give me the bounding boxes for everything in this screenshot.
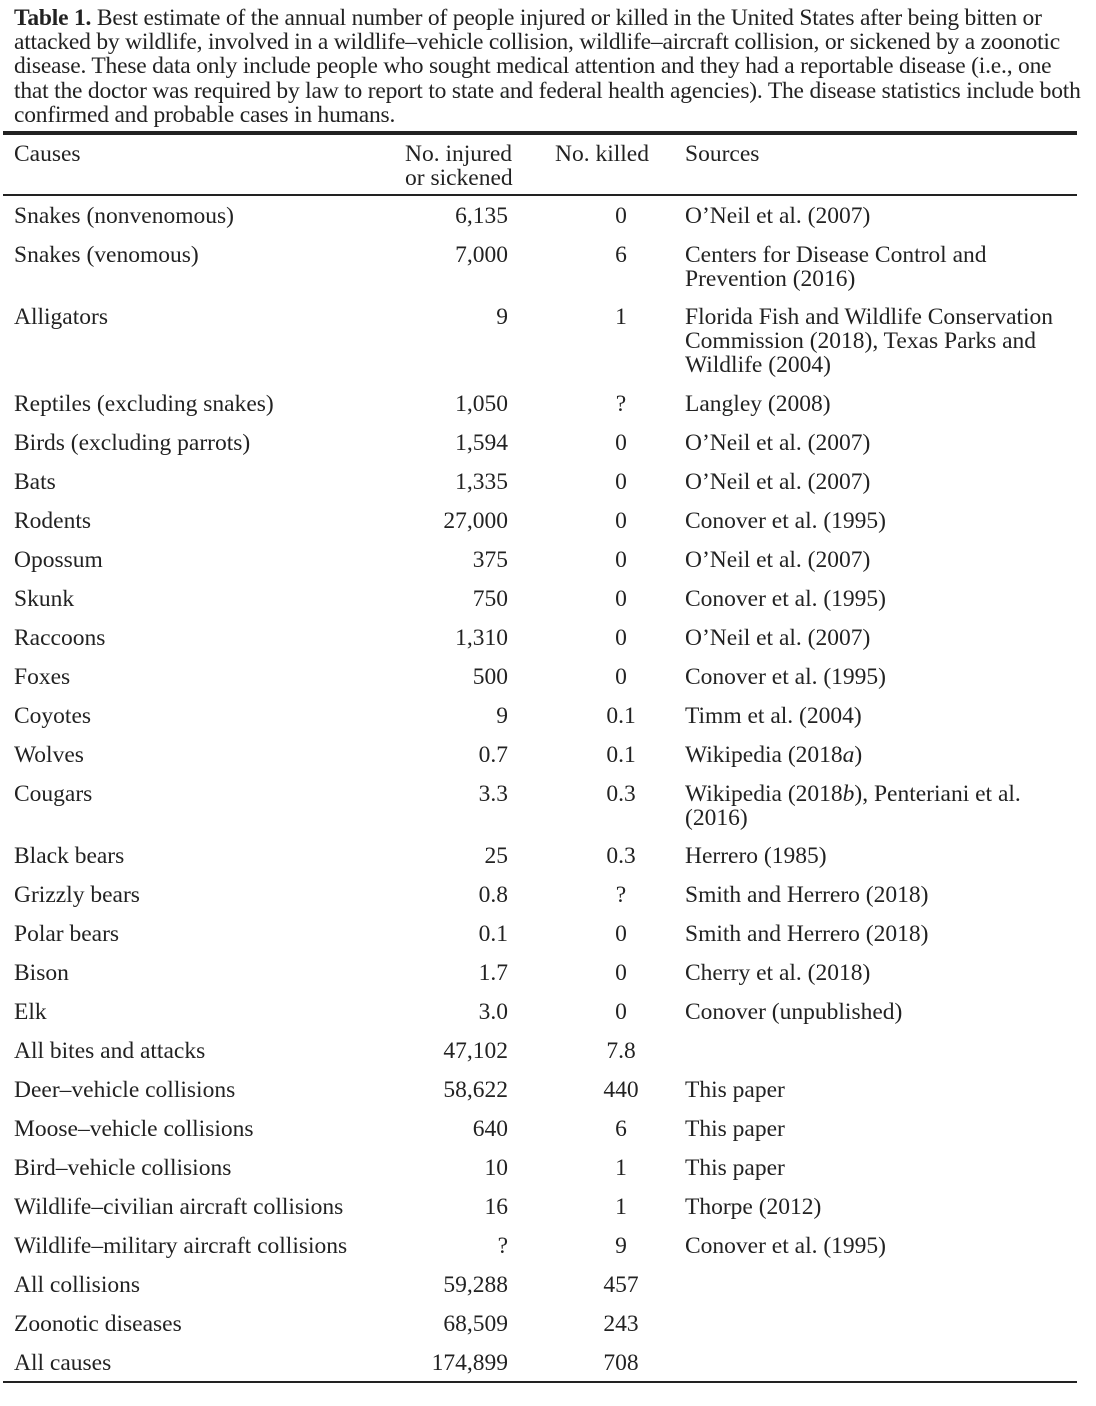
cause-cell: Deer–vehicle collisions <box>14 1077 236 1103</box>
injured-cell: 500 <box>472 664 508 690</box>
source-text: Centers for Disease Control and Prevention (2016) <box>685 242 987 292</box>
header-killed: No. killed <box>555 141 649 167</box>
cause-cell: Opossum <box>14 547 103 573</box>
table-row <box>0 1273 1096 1312</box>
killed-cell: 440 <box>603 1077 639 1103</box>
killed-cell: ? <box>615 882 627 908</box>
cause-cell: Reptiles (excluding snakes) <box>14 391 274 417</box>
source-text: This paper <box>685 1116 785 1142</box>
table-row <box>0 961 1096 1000</box>
injured-cell: 9 <box>496 304 508 330</box>
source-text: Smith and Herrero (2018) <box>685 921 929 947</box>
killed-cell: 1 <box>615 1155 627 1181</box>
table-row <box>0 305 1096 392</box>
injured-cell: 0.1 <box>478 921 508 947</box>
killed-cell: ? <box>615 391 627 417</box>
source-text: Cherry et al. (2018) <box>685 960 871 986</box>
injured-cell: 3.0 <box>478 999 508 1025</box>
killed-cell: 0 <box>615 625 627 651</box>
injured-cell: 0.8 <box>478 882 508 908</box>
table-row <box>0 1234 1096 1273</box>
killed-cell: 243 <box>603 1311 639 1337</box>
killed-cell: 6 <box>615 242 627 268</box>
injured-cell: 1,050 <box>455 391 508 417</box>
source-text: This paper <box>685 1155 785 1181</box>
injured-cell: 3.3 <box>478 781 508 807</box>
killed-cell: 0 <box>615 547 627 573</box>
source-cell <box>685 961 1075 985</box>
source-cell <box>685 1234 1075 1258</box>
header-rule <box>3 194 1077 196</box>
source-text-end: ), Penteriani et al. (2016) <box>685 781 1021 831</box>
cause-cell: Coyotes <box>14 703 92 729</box>
cause-cell: Raccoons <box>14 625 106 651</box>
source-cell <box>685 922 1075 946</box>
killed-cell: 0 <box>615 203 627 229</box>
cause-cell: Snakes (nonvenomous) <box>14 203 234 229</box>
table-row <box>0 626 1096 665</box>
killed-cell: 0 <box>615 586 627 612</box>
source-text: Thorpe (2012) <box>685 1194 822 1220</box>
source-cell <box>685 665 1075 689</box>
source-cell <box>685 243 1075 291</box>
source-cell <box>685 431 1075 455</box>
source-text: O’Neil et al. (2007) <box>685 547 871 573</box>
source-text: Conover et al. (1995) <box>685 586 887 612</box>
killed-cell: 0.3 <box>606 843 636 869</box>
cause-cell: All bites and attacks <box>14 1038 206 1064</box>
source-text: Conover et al. (1995) <box>685 1233 887 1259</box>
source-cell <box>685 704 1075 728</box>
injured-cell: 750 <box>472 586 508 612</box>
cause-cell: Cougars <box>14 781 93 807</box>
source-cell <box>685 587 1075 611</box>
killed-cell: 0 <box>615 664 627 690</box>
header-sources: Sources <box>685 141 760 167</box>
table-row <box>0 1156 1096 1195</box>
table-row <box>0 548 1096 587</box>
source-cell <box>685 470 1075 494</box>
killed-cell: 0 <box>615 960 627 986</box>
injured-cell: 47,102 <box>443 1038 508 1064</box>
cause-cell: Birds (excluding parrots) <box>14 430 251 456</box>
killed-cell: 0 <box>615 508 627 534</box>
source-text: Conover (unpublished) <box>685 999 903 1025</box>
table-row <box>0 1351 1096 1390</box>
table-row <box>0 392 1096 431</box>
cause-cell: All causes <box>14 1350 112 1376</box>
source-text: Smith and Herrero (2018) <box>685 882 929 908</box>
table-caption <box>14 6 1084 127</box>
source-text: Conover et al. (1995) <box>685 664 887 690</box>
source-cell <box>685 1078 1075 1102</box>
top-rule <box>3 131 1077 135</box>
table-body <box>0 204 1096 1390</box>
cause-cell: Wildlife–civilian aircraft collisions <box>14 1194 344 1220</box>
injured-cell: 1,335 <box>455 469 508 495</box>
injured-cell: ? <box>497 1233 508 1259</box>
header-injured-line1: No. injured <box>405 141 513 167</box>
cause-cell: Bird–vehicle collisions <box>14 1155 232 1181</box>
table-row <box>0 883 1096 922</box>
injured-cell: 58,622 <box>443 1077 508 1103</box>
killed-cell: 0.1 <box>606 742 636 768</box>
cause-cell: Wildlife–military aircraft collisions <box>14 1233 348 1259</box>
source-text: O’Neil et al. (2007) <box>685 625 871 651</box>
injured-cell: 27,000 <box>443 508 508 534</box>
source-cell <box>685 392 1075 416</box>
table-row <box>0 1117 1096 1156</box>
injured-cell: 6,135 <box>455 203 508 229</box>
source-text-end: ) <box>854 742 863 768</box>
injured-cell: 375 <box>472 547 508 573</box>
cause-cell: Foxes <box>14 664 71 690</box>
killed-cell: 0 <box>615 469 627 495</box>
killed-cell: 1 <box>615 1194 627 1220</box>
cause-cell: Black bears <box>14 843 125 869</box>
source-text: Wikipedia (2018 <box>685 742 843 768</box>
cause-cell: Elk <box>14 999 47 1025</box>
source-cell <box>685 1117 1075 1141</box>
cause-cell: Wolves <box>14 742 84 768</box>
source-italic-suffix: b <box>842 781 855 807</box>
source-cell <box>685 844 1075 868</box>
table-row <box>0 665 1096 704</box>
header-injured-line2: or sickened <box>405 165 513 191</box>
source-text: Conover et al. (1995) <box>685 508 887 534</box>
header-causes: Causes <box>14 141 81 167</box>
injured-cell: 1.7 <box>478 960 508 986</box>
cause-cell: Bison <box>14 960 69 986</box>
table-row <box>0 470 1096 509</box>
injured-cell: 59,288 <box>443 1272 508 1298</box>
killed-cell: 7.8 <box>606 1038 636 1064</box>
caption-text: Best estimate of the annual number of people injured or killed in the United States after being bitten or attacked by wildlife, involved in a wildlife–vehicle collision, wildlife–aircraft collision, or sickened by a zoonotic disease. These data only include people who sought medical attention and they had a reportable disease (i.e., one that the doctor was required by law to report to state and federal health agencies). The disease statistics include both confirmed and probable cases in humans. <box>14 5 1081 128</box>
header-injured <box>405 142 513 190</box>
table-row <box>0 844 1096 883</box>
injured-cell: 25 <box>484 843 508 869</box>
table-row <box>0 1078 1096 1117</box>
table-row <box>0 587 1096 626</box>
table-row <box>0 1195 1096 1234</box>
cause-cell: Grizzly bears <box>14 882 140 908</box>
injured-cell: 640 <box>472 1116 508 1142</box>
table-row <box>0 743 1096 782</box>
injured-cell: 16 <box>484 1194 508 1220</box>
table-row <box>0 204 1096 243</box>
source-text: Herrero (1985) <box>685 843 827 869</box>
killed-cell: 0.3 <box>606 781 636 807</box>
cause-cell: All collisions <box>14 1272 140 1298</box>
table-row <box>0 922 1096 961</box>
source-cell <box>685 548 1075 572</box>
killed-cell: 0 <box>615 430 627 456</box>
source-text: O’Neil et al. (2007) <box>685 430 871 456</box>
table-row <box>0 1000 1096 1039</box>
source-cell <box>685 626 1075 650</box>
source-text: O’Neil et al. (2007) <box>685 203 871 229</box>
table-row <box>0 782 1096 844</box>
cause-cell: Moose–vehicle collisions <box>14 1116 254 1142</box>
source-cell <box>685 1195 1075 1219</box>
killed-cell: 0 <box>615 999 627 1025</box>
injured-cell: 9 <box>496 703 508 729</box>
table-row <box>0 704 1096 743</box>
killed-cell: 0.1 <box>606 703 636 729</box>
killed-cell: 708 <box>603 1350 639 1376</box>
source-cell <box>685 509 1075 533</box>
bottom-rule <box>3 1381 1077 1383</box>
cause-cell: Bats <box>14 469 56 495</box>
source-text: Florida Fish and Wildlife Conservation Commission (2018), Texas Parks and Wildlife (2004) <box>685 304 1054 378</box>
cause-cell: Zoonotic diseases <box>14 1311 182 1337</box>
source-text: Timm et al. (2004) <box>685 703 862 729</box>
table-row <box>0 1039 1096 1078</box>
source-cell <box>685 1000 1075 1024</box>
source-cell <box>685 305 1075 377</box>
injured-cell: 10 <box>484 1155 508 1181</box>
source-text: This paper <box>685 1077 785 1103</box>
caption-label: Table 1. <box>14 5 92 31</box>
cause-cell: Rodents <box>14 508 92 534</box>
source-cell <box>685 782 1075 830</box>
source-cell <box>685 204 1075 228</box>
cause-cell: Snakes (venomous) <box>14 242 199 268</box>
source-cell <box>685 883 1075 907</box>
table-row <box>0 1312 1096 1351</box>
table-row <box>0 509 1096 548</box>
source-cell <box>685 743 1075 767</box>
killed-cell: 0 <box>615 921 627 947</box>
cause-cell: Alligators <box>14 304 108 330</box>
injured-cell: 1,594 <box>455 430 508 456</box>
killed-cell: 1 <box>615 304 627 330</box>
cause-cell: Skunk <box>14 586 75 612</box>
table-row <box>0 431 1096 470</box>
killed-cell: 457 <box>603 1272 639 1298</box>
source-text: O’Neil et al. (2007) <box>685 469 871 495</box>
injured-cell: 68,509 <box>443 1311 508 1337</box>
source-text: Langley (2008) <box>685 391 831 417</box>
cause-cell: Polar bears <box>14 921 120 947</box>
injured-cell: 1,310 <box>455 625 508 651</box>
injured-cell: 174,899 <box>431 1350 508 1376</box>
table-row <box>0 243 1096 305</box>
killed-cell: 9 <box>615 1233 627 1259</box>
injured-cell: 7,000 <box>455 242 508 268</box>
injured-cell: 0.7 <box>478 742 508 768</box>
source-cell <box>685 1156 1075 1180</box>
source-italic-suffix: a <box>842 742 855 768</box>
killed-cell: 6 <box>615 1116 627 1142</box>
source-text: Wikipedia (2018 <box>685 781 843 807</box>
